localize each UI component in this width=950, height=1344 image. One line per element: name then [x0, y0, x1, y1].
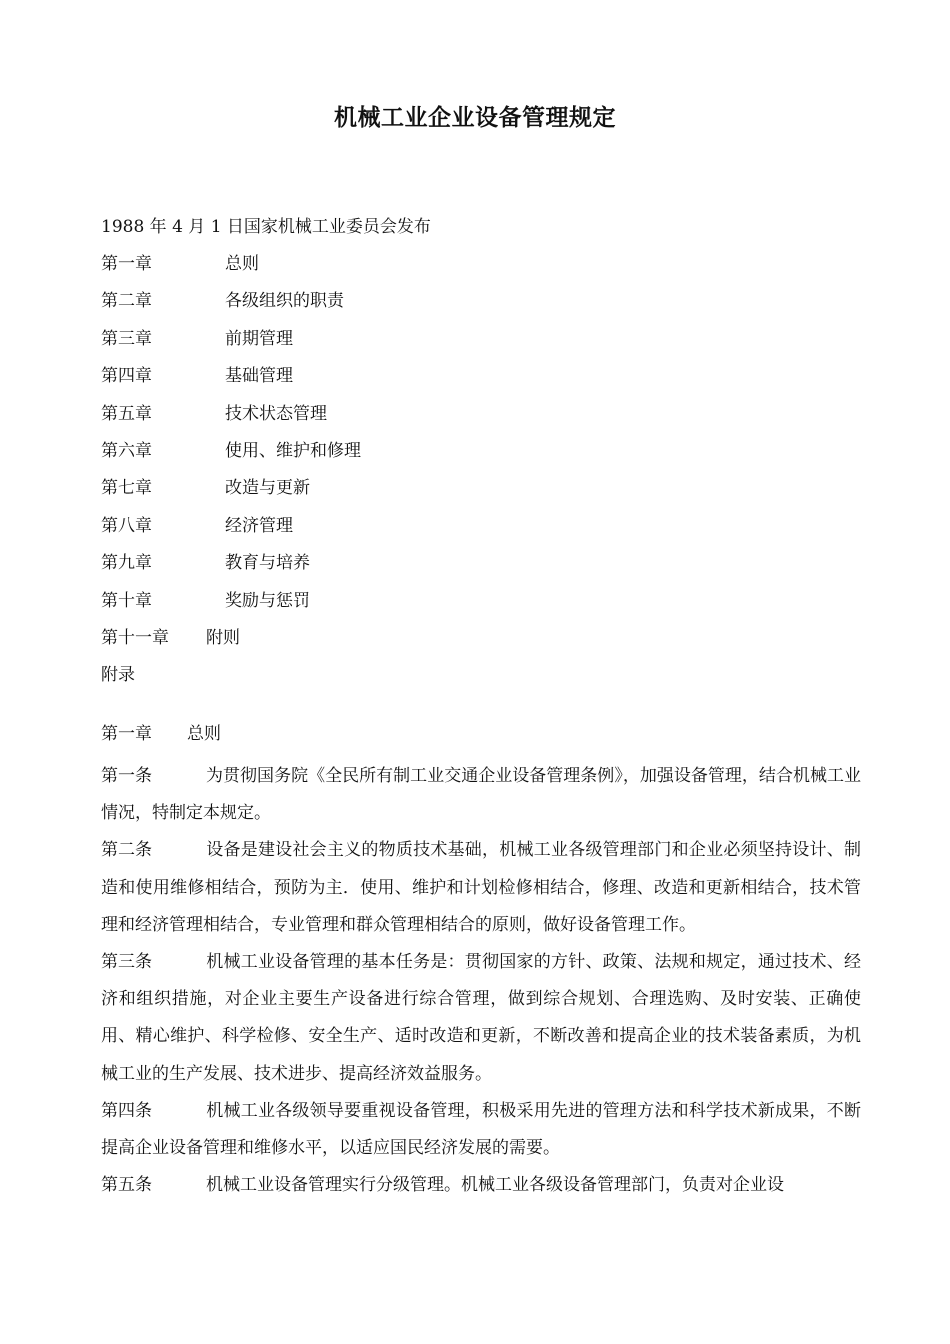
toc-appendix: 附录 — [101, 665, 135, 686]
toc-chapter-number: 第五章 — [101, 403, 152, 424]
chapter-title: 总则 — [187, 724, 221, 744]
toc-chapter-title: 各级组织的职责 — [225, 291, 344, 312]
toc-item — [101, 325, 861, 362]
article — [101, 758, 861, 832]
article — [101, 944, 861, 1093]
toc-chapter-number: 第十章 — [101, 590, 152, 611]
toc-chapter-number: 第九章 — [101, 553, 152, 574]
toc-chapter-number: 第二章 — [101, 291, 152, 312]
toc-chapter-number: 第十一章 — [101, 627, 169, 648]
toc-chapter-title: 总则 — [225, 254, 259, 274]
toc-item — [101, 587, 861, 624]
article-number: 第二条 — [101, 840, 152, 861]
toc-item — [101, 362, 861, 399]
toc-chapter-number: 第六章 — [101, 440, 152, 461]
article — [101, 832, 861, 944]
toc-chapter-number: 第四章 — [101, 366, 152, 387]
toc-chapter-title: 教育与培养 — [225, 553, 310, 574]
toc-item — [101, 250, 861, 287]
article-number: 第四条 — [101, 1100, 152, 1121]
article-number: 第一条 — [101, 766, 152, 786]
article — [101, 1167, 861, 1204]
toc-item — [101, 549, 861, 586]
toc-item — [101, 474, 861, 511]
article-number: 第三条 — [101, 952, 152, 973]
article-text: 设备是建设社会主义的物质技术基础，机械工业各级管理部门和企业必须坚持设计、制造和使用维修相结合，预防为主．使用、维护和计划检修相结合，修理、改造和更新相结合，技术管理和经济管理相结合，专业管理和群众管理相结合的原则，做好设备管理工作。 — [101, 840, 861, 935]
chapter-number: 第一章 — [101, 724, 152, 744]
chapter-heading — [101, 720, 861, 758]
toc-chapter-title: 使用、维护和修理 — [225, 440, 361, 461]
toc-chapter-number: 第一章 — [101, 254, 152, 274]
article-text: 机械工业各级领导要重视设备管理，积极采用先进的管理方法和科学技术新成果，不断提高企业设备管理和维修水平，以适应国民经济发展的需要。 — [101, 1100, 861, 1159]
toc-item — [101, 624, 861, 661]
document-title: 机械工业企业设备管理规定 — [334, 105, 616, 131]
toc-chapter-title: 基础管理 — [225, 366, 293, 387]
article-text: 机械工业设备管理的基本任务是：贯彻国家的方针、政策、法规和规定，通过技术、经济和组织措施，对企业主要生产设备进行综合管理，做到综合规划、合理选购、及时安装、正确使用、精心维护、科学检修、安全生产、适时改造和更新，不断改善和提高企业的技术装备素质，为机械工业的生产发展、技术进步、提高经济效益服务。 — [101, 952, 861, 1084]
toc-item — [101, 400, 861, 437]
toc-chapter-title: 改造与更新 — [225, 478, 310, 499]
article-text: 机械工业设备管理实行分级管理。机械工业各级设备管理部门，负责对企业设 — [206, 1175, 784, 1196]
article-text: 为贯彻国务院《全民所有制工业交通企业设备管理条例》，加强设备管理，结合机械工业情况，特制定本规定。 — [101, 766, 861, 824]
toc-chapter-title: 技术状态管理 — [225, 403, 327, 424]
chapter-one — [101, 720, 861, 1204]
toc-chapter-title: 奖励与惩罚 — [225, 590, 310, 611]
table-of-contents — [101, 250, 861, 699]
toc-chapter-title: 经济管理 — [225, 515, 293, 536]
issue-info: 1988 年 4 月 1 日国家机械工业委员会发布 — [101, 217, 431, 237]
toc-item — [101, 512, 861, 549]
toc-chapter-title: 前期管理 — [225, 328, 293, 349]
toc-chapter-number: 第七章 — [101, 478, 152, 499]
toc-chapter-number: 第八章 — [101, 515, 152, 536]
article — [101, 1093, 861, 1167]
toc-item — [101, 437, 861, 474]
toc-item — [101, 287, 861, 324]
toc-chapter-number: 第三章 — [101, 328, 152, 349]
toc-chapter-title: 附则 — [206, 627, 240, 648]
article-number: 第五条 — [101, 1175, 152, 1196]
